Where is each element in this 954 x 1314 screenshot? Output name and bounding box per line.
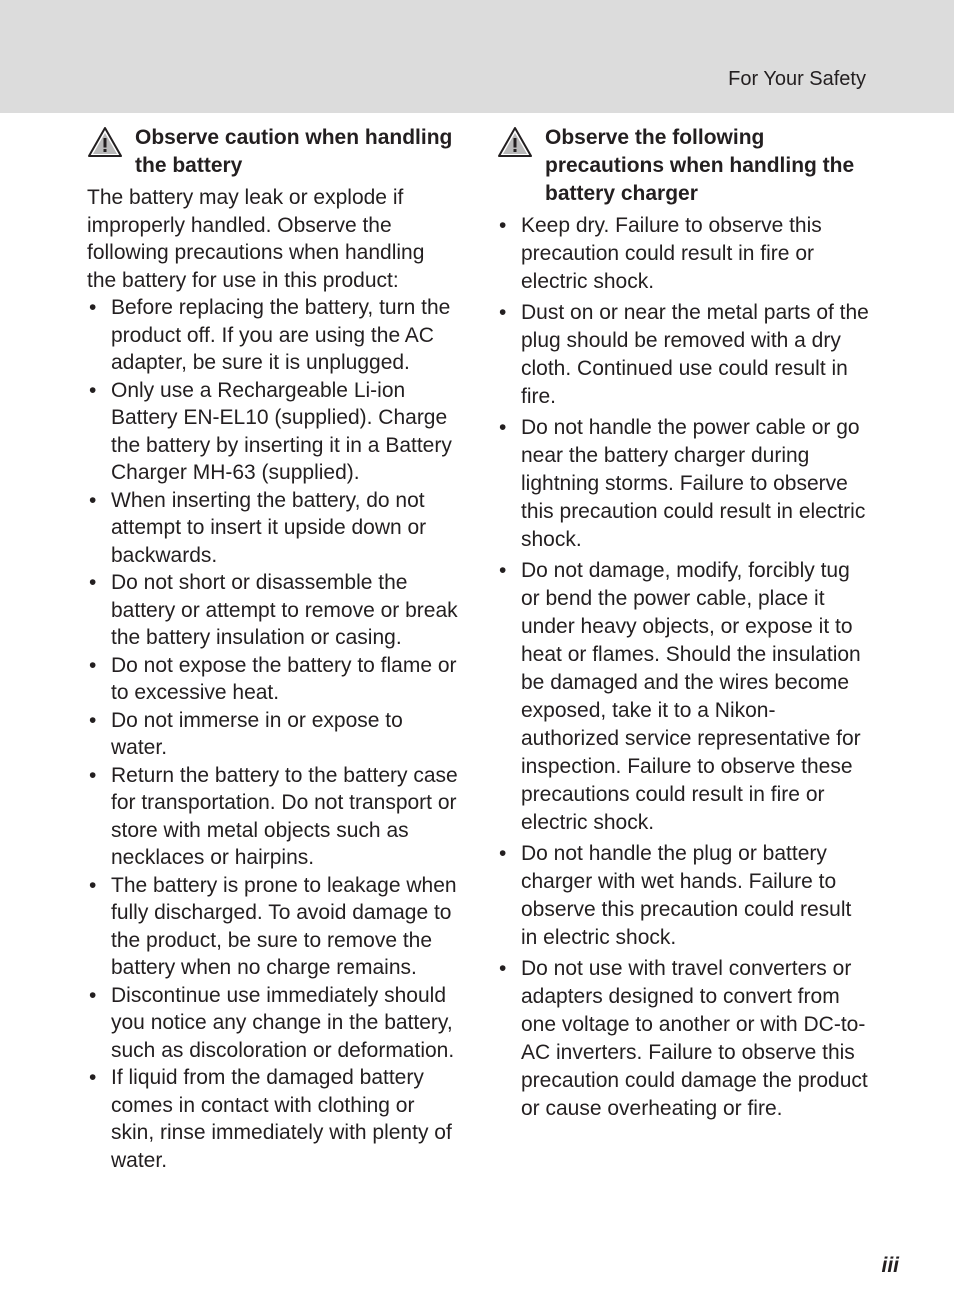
list-item <box>497 212 872 296</box>
bullet-icon: • <box>499 214 507 237</box>
list-item-text: Do not handle the power cable or go near the battery charger during lightning storms. Failure to observe this precaution could result in electric shock. <box>521 416 866 551</box>
left-section-heading <box>87 124 459 180</box>
list-item-text: When inserting the battery, do not attempt to insert it upside down or backwards. <box>111 488 427 567</box>
header-band <box>0 0 954 113</box>
list-item <box>497 414 872 554</box>
list-item-text: Dust on or near the metal parts of the plug should be removed with a dry cloth. Continued use could result in fire. <box>521 301 869 408</box>
bullet-icon: • <box>89 763 97 787</box>
bullet-icon: • <box>89 708 97 732</box>
list-item <box>87 1064 459 1174</box>
list-item-text: If liquid from the damaged battery comes in contact with clothing or skin, rinse immediately with plenty of water. <box>111 1066 452 1172</box>
list-item-text: Return the battery to the battery case for transportation. Do not transport or store with metal objects such as necklaces or hairpins. <box>111 763 458 869</box>
list-item <box>497 299 872 411</box>
list-item <box>87 707 459 762</box>
bullet-icon: • <box>499 301 507 324</box>
list-item <box>87 377 459 487</box>
list-item <box>87 294 459 377</box>
left-bullet-list <box>87 294 459 1174</box>
page-number: iii <box>881 1254 899 1277</box>
list-item <box>497 557 872 837</box>
bullet-icon: • <box>89 488 97 512</box>
list-item <box>87 652 459 707</box>
bullet-icon: • <box>499 957 507 980</box>
left-intro-text: The battery may leak or explode if improperly handled. Observe the following precautions when handling the battery for use in this product: <box>87 186 425 292</box>
bullet-icon: • <box>89 378 97 402</box>
list-item <box>497 840 872 952</box>
warning-triangle-icon <box>497 126 533 158</box>
warning-triangle-icon <box>87 126 123 158</box>
list-item <box>87 487 459 570</box>
right-column <box>497 124 872 1126</box>
list-item <box>87 982 459 1065</box>
list-item-text: Do not immerse in or expose to water. <box>111 708 403 759</box>
bullet-icon: • <box>499 416 507 439</box>
left-column <box>87 124 459 1174</box>
list-item-text: Before replacing the battery, turn the product off. If you are using the AC adapter, be sure it is unplugged. <box>111 296 451 374</box>
list-item-text: Only use a Rechargeable Li-ion Battery EN-EL10 (supplied). Charge the battery by inserting it in a Battery Charger MH-63 (supplied). <box>111 378 452 484</box>
list-item-text: Do not expose the battery to flame or to excessive heat. <box>111 653 457 704</box>
left-heading-text: Observe caution when handling the battery <box>135 126 453 177</box>
list-item-text: Keep dry. Failure to observe this precaution could result in fire or electric shock. <box>521 214 822 293</box>
bullet-icon: • <box>89 653 97 677</box>
right-bullet-list <box>497 212 872 1123</box>
bullet-icon: • <box>89 983 97 1007</box>
bullet-icon: • <box>89 296 97 319</box>
bullet-icon: • <box>499 559 507 582</box>
bullet-icon: • <box>89 873 97 897</box>
bullet-icon: • <box>499 842 507 865</box>
list-item <box>497 955 872 1123</box>
list-item-text: Do not short or disassemble the battery or attempt to remove or break the battery insulation or casing. <box>111 571 458 649</box>
list-item-text: Do not damage, modify, forcibly tug or bend the power cable, place it under heavy objects, or expose it to heat or flames. Should the insulation be damaged and the wires become exposed, take it to a Nikon-authorized service representative for inspection. Failure to observe these precautions could result in fire or electric shock. <box>521 559 861 834</box>
list-item <box>87 872 459 982</box>
bullet-icon: • <box>89 571 97 594</box>
list-item-text: Do not handle the plug or battery charger with wet hands. Failure to observe this precaution could result in electric shock. <box>521 842 852 949</box>
running-head: For Your Safety <box>728 68 866 90</box>
bullet-icon: • <box>89 1066 97 1089</box>
list-item-text: The battery is prone to leakage when fully discharged. To avoid damage to the product, be sure to remove the battery when no charge remains. <box>111 873 457 979</box>
list-item-text: Do not use with travel converters or adapters designed to convert from one voltage to another or with DC-to-AC inverters. Failure to observe this precaution could damage the product or cause overheating or fire. <box>521 957 868 1120</box>
right-heading-text: Observe the following precautions when handling the battery charger <box>545 126 855 205</box>
list-item <box>87 569 459 652</box>
list-item <box>87 762 459 872</box>
right-section-heading <box>497 124 872 208</box>
list-item-text: Discontinue use immediately should you notice any change in the battery, such as discoloration or deformation. <box>111 983 455 1062</box>
